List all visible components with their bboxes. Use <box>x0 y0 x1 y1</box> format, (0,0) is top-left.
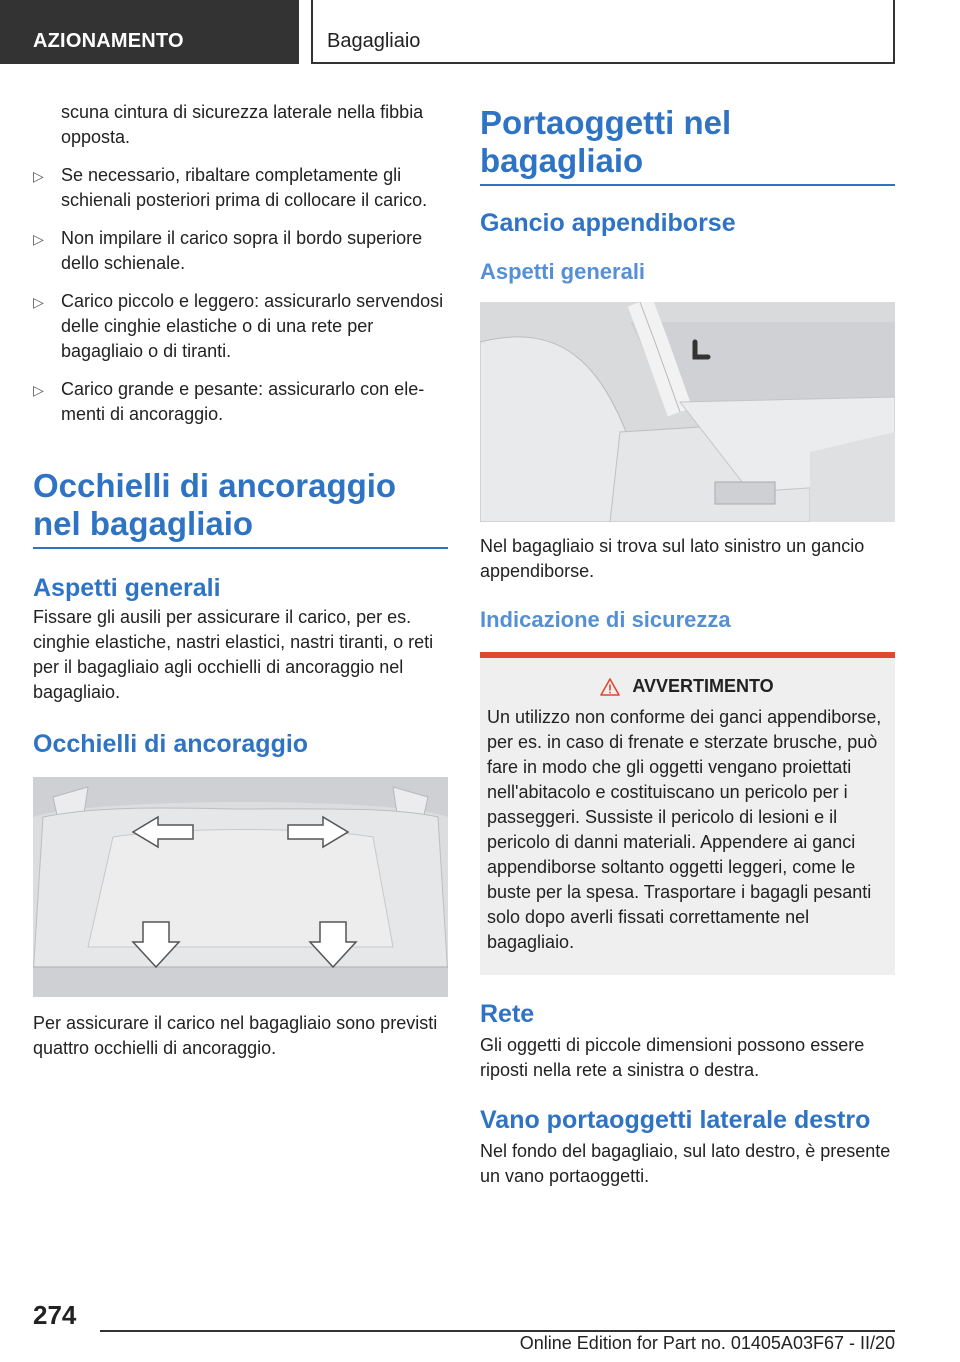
triangle-bullet-icon: ▷ <box>33 231 44 247</box>
warning-title: AVVERTIMENTO <box>632 676 774 696</box>
triangle-bullet-icon: ▷ <box>33 294 44 310</box>
general-text: Fissare gli ausili per assicurare il carico, per es. cinghie elastiche, nastri elastici, nastri tiranti, o reti per il bagagliaio agli occhielli di ancoraggio nel bagagliaio. <box>33 607 434 702</box>
intro-text: scuna cintura di sicurezza laterale nella fibbia opposta. <box>61 102 424 147</box>
section-heading: Portaoggetti nel bagagliaio <box>480 104 895 186</box>
list-item: ▷ Carico piccolo e leggero: assicurarlo servendosi delle cinghie elastiche o di una rete per bagagliaio o di tiranti. <box>33 291 444 361</box>
subheading-general: Aspetti generali <box>33 574 221 602</box>
bag-hook-icon <box>480 302 895 522</box>
warning-header <box>487 676 887 697</box>
chapter-title: Bagagliaio <box>311 0 895 64</box>
bullet-list <box>33 163 448 427</box>
trunk-floor-icon <box>33 777 448 997</box>
trunk-eyes-illustration <box>33 777 448 997</box>
bag-hook-illustration <box>480 302 895 522</box>
subheading-safety: Indicazione di sicurezza <box>480 607 731 632</box>
footer-divider <box>100 1330 895 1332</box>
subheading-eyes: Occhielli di ancoraggio <box>33 730 309 758</box>
list-item: ▷ Non impilare il carico sopra il bordo superiore dello schienale. <box>33 228 423 273</box>
net-text: Gli oggetti di piccole dimensioni possono essere riposti nella rete a sinistra o destra. <box>480 1035 865 1080</box>
triangle-bullet-icon: ▷ <box>33 168 44 184</box>
page-number: 274 <box>33 1300 77 1330</box>
side-text: Nel fondo del bagagliaio, sul lato destro, è presente un vano portaoggetti. <box>480 1141 891 1186</box>
edition-text: Online Edition for Part no. 01405A03F67 - II/20 <box>519 1333 895 1353</box>
subheading-general: Aspetti generali <box>480 259 646 284</box>
left-column <box>33 100 448 1061</box>
warning-text: Un utilizzo non conforme dei ganci appendiborse, per es. in caso di frenate e sterzate brusche, può fare in modo che gli oggetti vengano proiettati nell'abitacolo e costituiscano un pericolo per i passeggeri. Sussiste il pericolo di lesioni e il pericolo di danni materiali. Appendere ai ganci appendiborse soltanto oggetti leggeri, come le buste per la spesa. Trasportare i bagagli pesanti solo dopo averli fissati correttamente nel bagagliaio. <box>487 707 882 952</box>
warning-triangle-icon <box>600 677 620 697</box>
subheading-hook: Gancio appendiborse <box>480 209 736 237</box>
subheading-net: Rete <box>480 1000 535 1028</box>
triangle-bullet-icon: ▷ <box>33 382 44 398</box>
subheading-side-compartment: Vano portaoggetti laterale destro <box>480 1106 871 1134</box>
figure-caption: Per assicurare il carico nel bagagliaio sono previsti quattro occhielli di ancoraggio. <box>33 1013 438 1058</box>
hook-text: Nel bagagliaio si trova sul lato sinistro un gancio appendiborse. <box>480 536 865 581</box>
section-heading: Occhielli di ancoraggio nel bagagliaio <box>33 467 448 549</box>
right-column <box>480 104 895 1189</box>
warning-box <box>480 652 895 975</box>
list-item: ▷ Se necessario, ribaltare completamente gli schienali posteriori prima di collocare il carico. <box>33 165 428 210</box>
list-item: ▷ Carico grande e pesante: assicurarlo con elementi di ancoraggio. <box>33 379 425 424</box>
section-tab: AZIONAMENTO <box>0 0 299 64</box>
